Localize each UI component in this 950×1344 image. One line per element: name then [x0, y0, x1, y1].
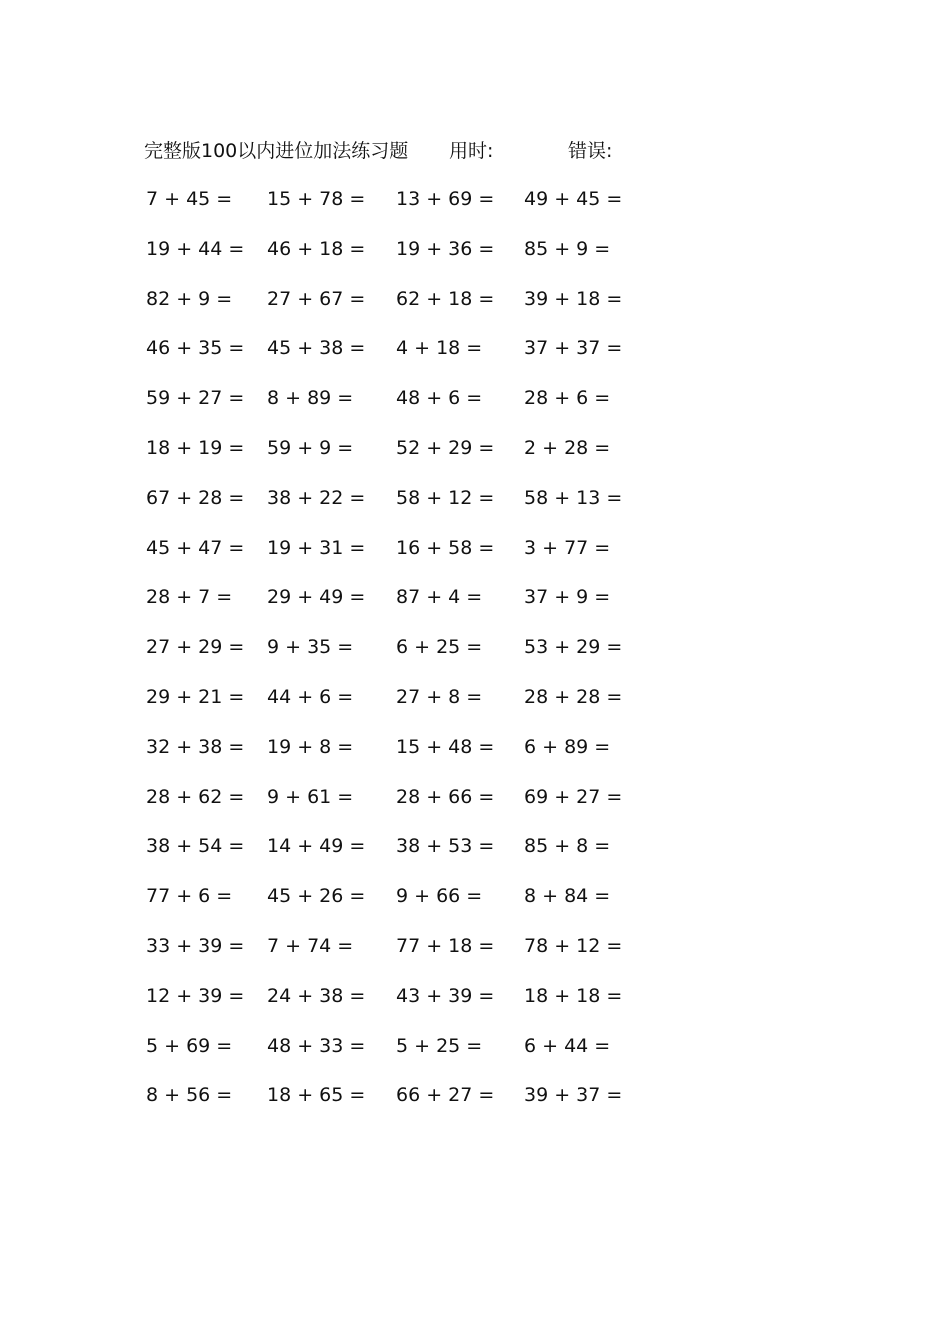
- addition-problem: 39 + 37 =: [524, 1084, 623, 1107]
- problem-row: [0, 385, 950, 435]
- problem-row: [0, 1033, 950, 1083]
- addition-problem: 45 + 26 =: [267, 885, 366, 908]
- addition-problem: 9 + 66 =: [396, 885, 483, 908]
- addition-problem: 6 + 89 =: [524, 735, 611, 758]
- addition-problem: 18 + 65 =: [267, 1084, 366, 1107]
- time-used-label: 用时:: [449, 140, 494, 162]
- addition-problem: 43 + 39 =: [396, 984, 495, 1007]
- addition-problem: 37 + 37 =: [524, 337, 623, 360]
- addition-problem: 15 + 48 =: [396, 735, 495, 758]
- addition-problem: 27 + 29 =: [146, 636, 245, 659]
- addition-problem: 24 + 38 =: [267, 984, 366, 1007]
- problem-row: [0, 784, 950, 834]
- addition-problem: 28 + 7 =: [146, 586, 233, 609]
- addition-problem: 49 + 45 =: [524, 188, 623, 210]
- addition-problem: 85 + 8 =: [524, 835, 611, 858]
- addition-problem: 19 + 44 =: [146, 237, 245, 260]
- addition-problem: 32 + 38 =: [146, 735, 245, 758]
- addition-problem: 29 + 21 =: [146, 686, 245, 708]
- addition-problem: 15 + 78 =: [267, 188, 366, 210]
- addition-problem: 27 + 67 =: [267, 287, 366, 310]
- addition-problem: 9 + 61 =: [267, 785, 354, 808]
- worksheet-title: 完整版100以内进位加法练习题: [144, 140, 409, 162]
- addition-problem: 2 + 28 =: [524, 437, 611, 459]
- problem-row: [0, 883, 950, 933]
- addition-problem: 45 + 38 =: [267, 337, 366, 360]
- addition-problem: 19 + 8 =: [267, 735, 354, 758]
- problem-row: [0, 634, 950, 684]
- problem-row: [0, 684, 950, 734]
- addition-problem: 58 + 13 =: [524, 486, 623, 509]
- addition-problem: 4 + 18 =: [396, 337, 483, 360]
- addition-problem: 62 + 18 =: [396, 287, 495, 310]
- problem-row: [0, 1082, 950, 1132]
- addition-problem: 46 + 35 =: [146, 337, 245, 360]
- addition-problem: 16 + 58 =: [396, 536, 495, 559]
- problem-row: [0, 236, 950, 286]
- addition-problem: 53 + 29 =: [524, 636, 623, 659]
- addition-problem: 5 + 69 =: [146, 1034, 233, 1057]
- addition-problem: 39 + 18 =: [524, 287, 623, 310]
- problem-row: [0, 286, 950, 336]
- addition-problem: 3 + 77 =: [524, 536, 611, 559]
- problem-row: [0, 485, 950, 535]
- addition-problem: 33 + 39 =: [146, 935, 245, 957]
- problem-row: [0, 535, 950, 585]
- addition-problem: 28 + 6 =: [524, 387, 611, 410]
- problem-row: [0, 584, 950, 634]
- addition-problem: 85 + 9 =: [524, 237, 611, 260]
- addition-problem: 69 + 27 =: [524, 785, 623, 808]
- errors-label: 错误:: [568, 140, 613, 162]
- addition-problem: 12 + 39 =: [146, 984, 245, 1007]
- addition-problem: 8 + 84 =: [524, 885, 611, 908]
- addition-problem: 77 + 18 =: [396, 935, 495, 957]
- addition-problem: 48 + 33 =: [267, 1034, 366, 1057]
- addition-problem: 9 + 35 =: [267, 636, 354, 659]
- addition-problem: 5 + 25 =: [396, 1034, 483, 1057]
- addition-problem: 77 + 6 =: [146, 885, 233, 908]
- addition-problem: 38 + 22 =: [267, 486, 366, 509]
- addition-problem: 28 + 28 =: [524, 686, 623, 708]
- problem-row: [0, 833, 950, 883]
- addition-problem: 59 + 9 =: [267, 437, 354, 459]
- addition-problem: 38 + 53 =: [396, 835, 495, 858]
- addition-problem: 29 + 49 =: [267, 586, 366, 609]
- addition-problem: 58 + 12 =: [396, 486, 495, 509]
- addition-problem: 18 + 19 =: [146, 437, 245, 459]
- addition-problem: 38 + 54 =: [146, 835, 245, 858]
- addition-problem: 18 + 18 =: [524, 984, 623, 1007]
- addition-problem: 28 + 62 =: [146, 785, 245, 808]
- problem-row: [0, 186, 950, 236]
- addition-problem: 46 + 18 =: [267, 237, 366, 260]
- problem-row: [0, 933, 950, 983]
- problem-row: [0, 983, 950, 1033]
- addition-problem: 28 + 66 =: [396, 785, 495, 808]
- addition-problem: 14 + 49 =: [267, 835, 366, 858]
- addition-problem: 78 + 12 =: [524, 935, 623, 957]
- addition-problem: 45 + 47 =: [146, 536, 245, 559]
- addition-problem: 8 + 89 =: [267, 387, 354, 410]
- addition-problem: 19 + 31 =: [267, 536, 366, 559]
- addition-problem: 87 + 4 =: [396, 586, 483, 609]
- addition-problem: 44 + 6 =: [267, 686, 354, 708]
- addition-problem: 48 + 6 =: [396, 387, 483, 410]
- addition-problem: 7 + 45 =: [146, 188, 233, 210]
- addition-problem: 82 + 9 =: [146, 287, 233, 310]
- problem-row: [0, 335, 950, 385]
- addition-problem: 13 + 69 =: [396, 188, 495, 210]
- addition-problem: 66 + 27 =: [396, 1084, 495, 1107]
- problem-row: [0, 435, 950, 485]
- addition-problem: 6 + 25 =: [396, 636, 483, 659]
- addition-problem: 19 + 36 =: [396, 237, 495, 260]
- addition-problem: 59 + 27 =: [146, 387, 245, 410]
- addition-problem: 37 + 9 =: [524, 586, 611, 609]
- addition-problem: 52 + 29 =: [396, 437, 495, 459]
- addition-problem: 8 + 56 =: [146, 1084, 233, 1107]
- addition-problem: 7 + 74 =: [267, 935, 354, 957]
- problem-row: [0, 734, 950, 784]
- addition-problem: 6 + 44 =: [524, 1034, 611, 1057]
- addition-problem: 67 + 28 =: [146, 486, 245, 509]
- addition-problem: 27 + 8 =: [396, 686, 483, 708]
